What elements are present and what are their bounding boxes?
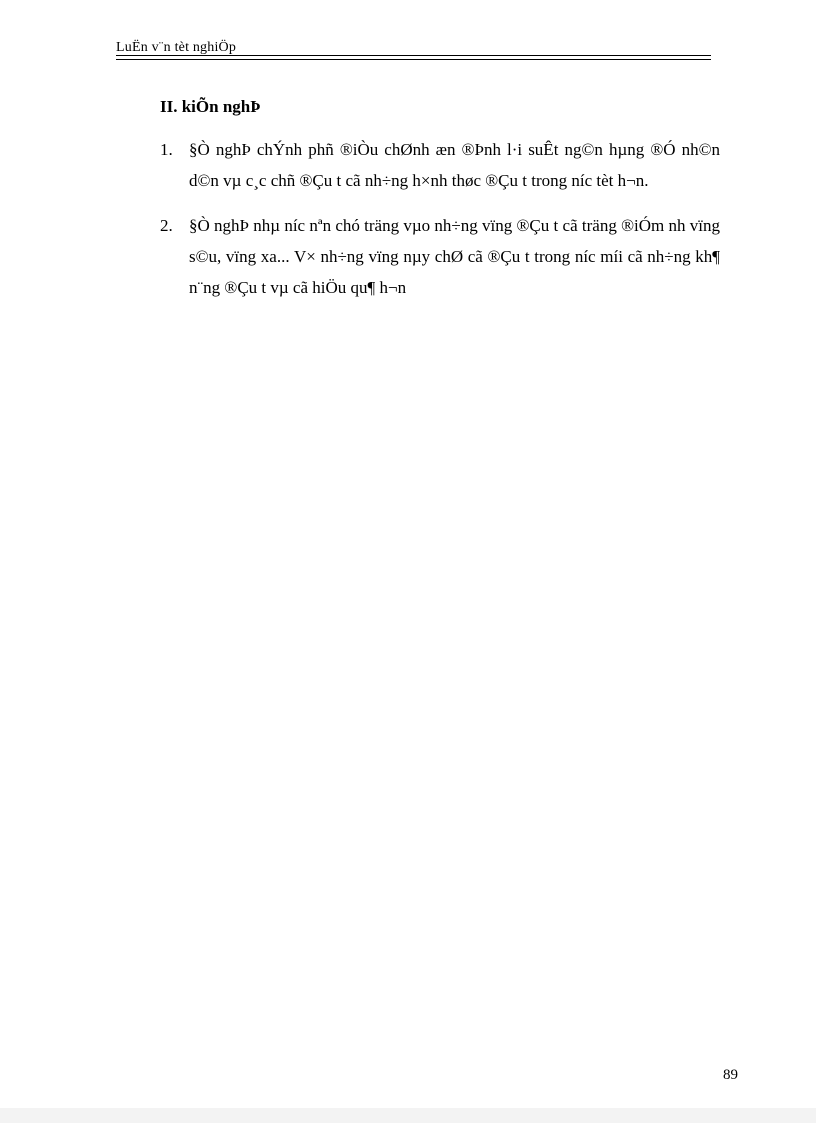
list-item-number: 2. bbox=[160, 216, 173, 235]
header-rule-top bbox=[116, 55, 711, 56]
page-number: 89 bbox=[723, 1067, 738, 1083]
section-title: II. kiÕn nghÞ bbox=[160, 97, 261, 116]
page-bottom-edge bbox=[0, 1108, 816, 1123]
header-rule-bottom bbox=[116, 59, 711, 60]
recommendation-list bbox=[160, 134, 720, 317]
running-header: LuËn v¨n tèt nghiÖp bbox=[116, 40, 237, 55]
list-item-text: §Ò nghÞ nhµ níc nªn chó träng vµo nh÷ng vïng ®Çu t cã träng ®iÓm nh vïng s©u, vïng xa... V× nh÷ng vïng nµy chØ cã ®Çu t trong níc míi cã nh÷ng kh¶ n¨ng ®Çu t vµ cã hiÖu qu¶ h¬n bbox=[189, 216, 720, 297]
list-item-number: 1. bbox=[160, 140, 173, 159]
list-item bbox=[160, 210, 720, 303]
list-item-text: §Ò nghÞ chÝnh phñ ®iÒu chØnh æn ®Þnh l·i suÊt ng©n hµng ®Ó nh©n d©n vµ c¸c chñ ®Çu t cã nh÷ng h×nh thøc ®Çu t trong níc tèt h¬n. bbox=[189, 140, 720, 190]
list-item bbox=[160, 134, 720, 196]
